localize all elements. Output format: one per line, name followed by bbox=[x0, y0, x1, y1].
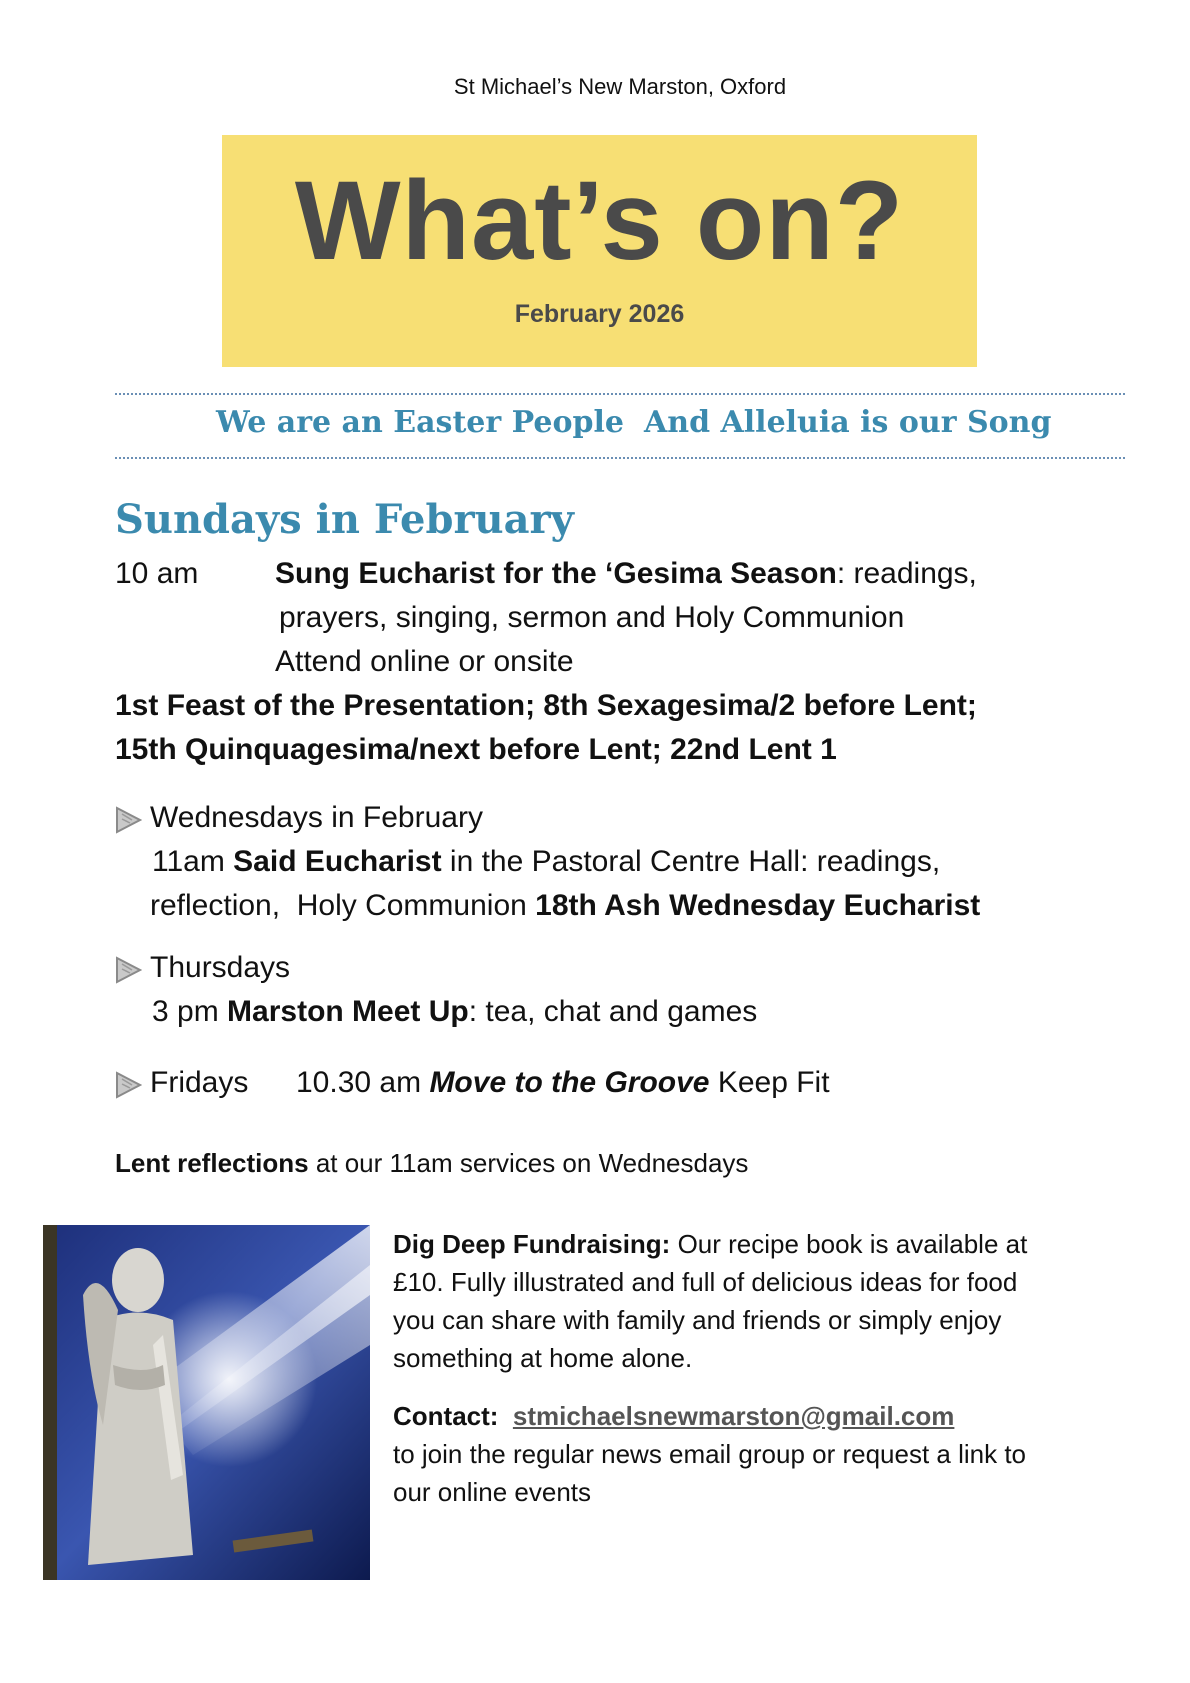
wednesday-time: 11am bbox=[152, 845, 225, 878]
fundraising-line3: you can share with family and friends or simply enjoy bbox=[393, 1305, 1002, 1335]
sunday-feasts-line1: 1st Feast of the Presentation; 8th Sexagesima/2 before Lent; bbox=[115, 689, 977, 722]
contact-line1 bbox=[393, 1397, 954, 1435]
wednesday-service-title: Said Eucharist bbox=[233, 845, 442, 878]
divider-bottom bbox=[115, 457, 1125, 459]
lent-rest: at our 11am services on Wednesdays bbox=[308, 1148, 749, 1178]
fundraising-line2: £10. Fully illustrated and full of delicious ideas for food bbox=[393, 1267, 1018, 1297]
motto-right: And Alleluia is our Song bbox=[644, 405, 1052, 440]
sunday-service-line3: Attend online or onsite bbox=[275, 645, 574, 678]
sunday-feasts-line2: 15th Quinquagesima/next before Lent; 22nd Lent 1 bbox=[115, 733, 837, 766]
contact-label: Contact: bbox=[393, 1401, 499, 1431]
contact-line3: our online events bbox=[393, 1477, 592, 1507]
sunday-service-title: Sung Eucharist for the ‘Gesima Season bbox=[275, 557, 837, 590]
thursday-time: 3 pm bbox=[152, 995, 219, 1028]
sunday-time: 10 am bbox=[115, 557, 199, 590]
lent-reflections bbox=[115, 1144, 748, 1182]
wednesday-line3 bbox=[150, 884, 980, 928]
issue-date: February 2026 bbox=[514, 300, 685, 328]
fundraising-line1 bbox=[393, 1225, 1027, 1263]
friday-event-title: Move to the Groove bbox=[429, 1066, 710, 1099]
ash-wednesday-note: 18th Ash Wednesday Eucharist bbox=[535, 889, 981, 922]
friday-line bbox=[296, 1061, 830, 1105]
title-banner bbox=[222, 135, 977, 367]
sunday-service-rest: : readings, bbox=[836, 557, 977, 590]
play-triangle-icon bbox=[114, 806, 142, 834]
contact-email-link[interactable]: stmichaelsnewmarston@gmail.com bbox=[512, 1401, 955, 1431]
play-triangle-icon bbox=[114, 1071, 142, 1099]
fundraising-line4: something at home alone. bbox=[393, 1343, 693, 1373]
angel-statue-photo bbox=[43, 1225, 370, 1580]
parish-name: St Michael’s New Marston, Oxford bbox=[453, 74, 787, 99]
lent-label: Lent reflections bbox=[115, 1148, 309, 1178]
friday-event-rest: Keep Fit bbox=[709, 1066, 830, 1099]
thursday-event-title: Marston Meet Up bbox=[227, 995, 469, 1028]
wednesday-line3-text: reflection, Holy Communion bbox=[150, 889, 536, 922]
thursdays-heading: Thursdays bbox=[150, 951, 291, 984]
contact-line2: to join the regular news email group or request a link to bbox=[393, 1439, 1027, 1469]
fridays-heading: Fridays bbox=[150, 1066, 249, 1099]
fundraising-line1-rest: Our recipe book is available at bbox=[670, 1229, 1028, 1259]
sundays-heading: Sundays in February bbox=[115, 496, 574, 543]
wednesday-line2 bbox=[152, 840, 940, 884]
thursday-line2 bbox=[152, 990, 757, 1034]
sunday-service-line2: prayers, singing, sermon and Holy Communion bbox=[279, 601, 905, 634]
fundraising-label: Dig Deep Fundraising: bbox=[393, 1229, 671, 1259]
wednesday-service-rest: in the Pastoral Centre Hall: readings, bbox=[441, 845, 941, 878]
friday-time: 10.30 am bbox=[296, 1066, 422, 1099]
wednesdays-heading: Wednesdays in February bbox=[150, 801, 483, 834]
divider-top bbox=[115, 393, 1125, 395]
play-triangle-icon bbox=[114, 956, 142, 984]
thursday-event-rest: : tea, chat and games bbox=[468, 995, 758, 1028]
sunday-service-line1 bbox=[275, 552, 977, 596]
motto-left: We are an Easter People bbox=[216, 405, 624, 440]
page-title: What’s on? bbox=[294, 158, 905, 283]
